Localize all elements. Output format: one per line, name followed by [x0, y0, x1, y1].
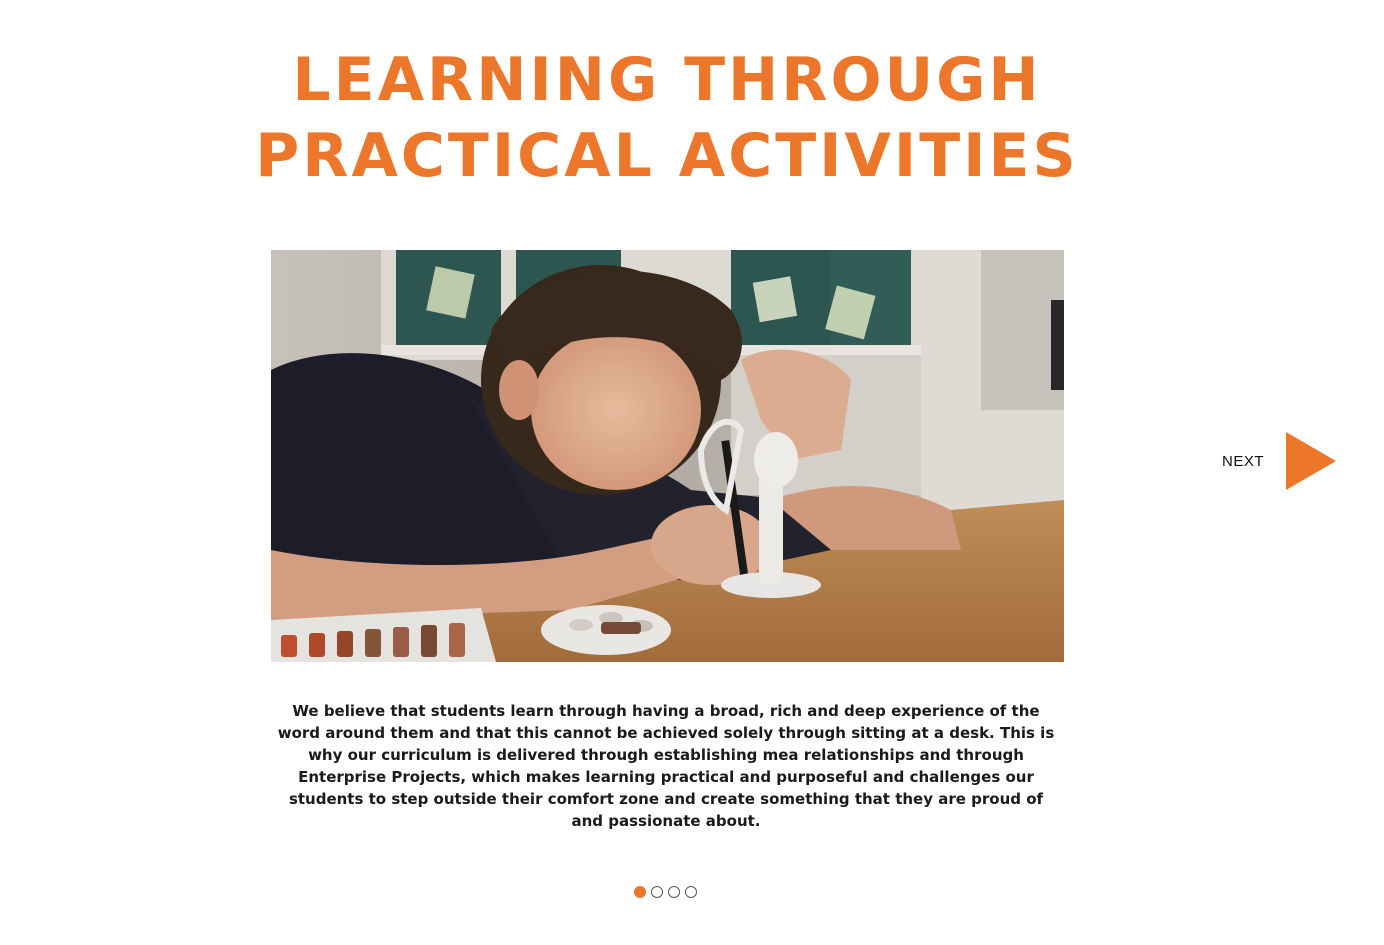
- pagination-dot-1[interactable]: [634, 886, 646, 898]
- slide-photo: [271, 250, 1064, 662]
- page-title: [0, 42, 1334, 194]
- next-label: NEXT: [1222, 452, 1265, 470]
- title-line-2: PRACTICAL ACTIVITIES: [255, 121, 1079, 191]
- pagination-dot-4[interactable]: [685, 886, 697, 898]
- slide-pagination: [634, 886, 697, 898]
- title-line-1: LEARNING THROUGH: [292, 45, 1042, 115]
- play-arrow-icon: [1286, 432, 1336, 490]
- pagination-dot-2[interactable]: [651, 886, 663, 898]
- next-button[interactable]: [1222, 430, 1336, 492]
- slide-description: We believe that students learn through having a broad, rich and deep experience of the word around them and that this cannot be achieved solely through sitting at a desk. This is why our curriculum is delivered through establishing mea relationships and through Enterprise Projects, which makes learning practical and purposeful and challenges our students to step outside their comfort zone and create something that they are proud of and passionate about.: [277, 702, 1055, 830]
- photo-student-painting-figurine: [271, 250, 1064, 662]
- pagination-dot-3[interactable]: [668, 886, 680, 898]
